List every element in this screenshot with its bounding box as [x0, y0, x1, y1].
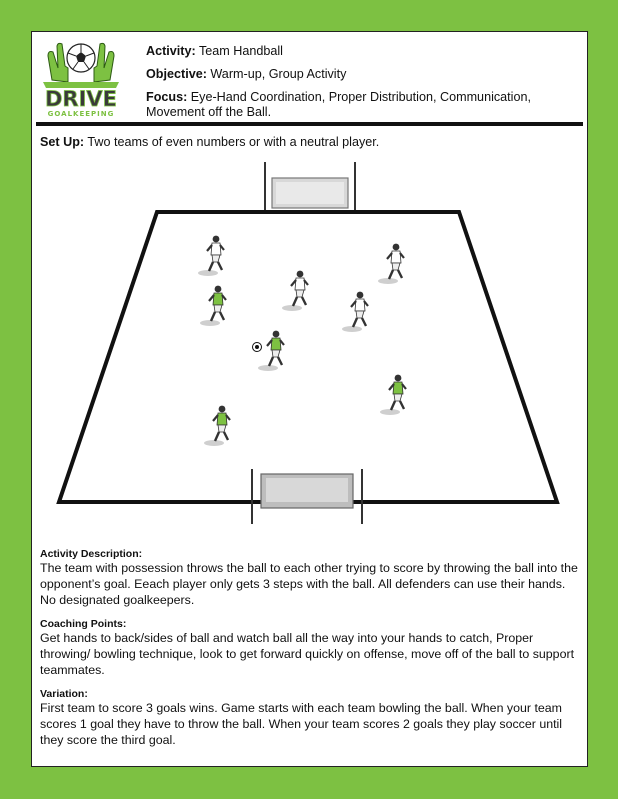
- coaching-points-text: Get hands to back/sides of ball and watch ball all the way into your hands to catch, Proper throwing/ bowling technique, look to get forward quickly on offense, move off of the ball to support teammates.: [40, 631, 575, 677]
- drill-description: [40, 548, 580, 758]
- focus-value: Eye-Hand Coordination, Proper Distribution, Communication, Movement off the Ball.: [146, 90, 531, 119]
- variation-title: Variation:: [40, 688, 88, 700]
- setup-label: Set Up:: [40, 135, 85, 149]
- top-goal: [265, 162, 355, 210]
- objective-label: Objective:: [146, 67, 207, 81]
- variation-text: First team to score 3 goals wins. Game starts with each team bowling the ball. When your team scores 1 goal they have to throw the ball. When your team scores 2 goals they play soccer until they score the third goal.: [40, 701, 563, 747]
- ball-icon: [253, 343, 262, 352]
- logo-brand-text: DRIVE: [44, 87, 118, 111]
- activity-description-text: The team with possession throws the ball to each other trying to score by throwing the ball into the opponent’s goal. Eeach player only gets 3 steps with the ball. All defenders can use their hands. No designated goalkeepers.: [40, 561, 578, 607]
- bottom-goal: [252, 469, 362, 524]
- activity-value: Team Handball: [198, 44, 283, 58]
- field-diagram: [32, 32, 589, 552]
- drill-sheet: [31, 31, 588, 767]
- logo-sub-text: GOALKEEPING: [47, 110, 115, 118]
- coaching-points-title: Coaching Points:: [40, 618, 127, 630]
- objective-value: Warm-up, Group Activity: [210, 67, 347, 81]
- pitch-outline: [59, 212, 557, 502]
- activity-label: Activity:: [146, 44, 196, 58]
- setup-text: Two teams of even numbers or with a neutral player.: [87, 135, 380, 149]
- activity-description-title: Activity Description:: [40, 548, 143, 560]
- focus-label: Focus:: [146, 90, 188, 104]
